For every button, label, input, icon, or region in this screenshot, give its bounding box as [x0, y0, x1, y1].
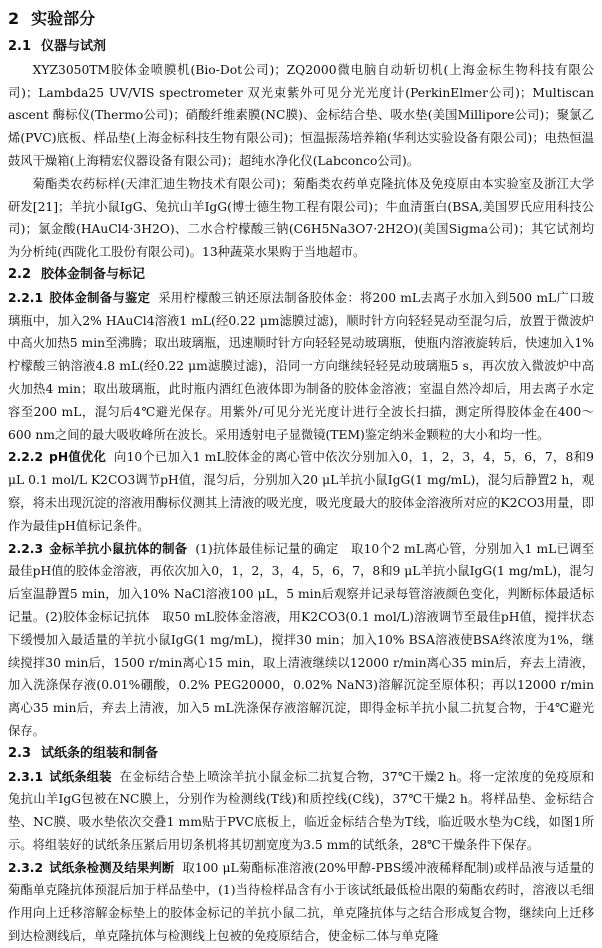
subsubsection-heading-2-2-3: 2.2.3 金标羊抗小鼠抗体的制备 [8, 541, 188, 556]
subsubsection-heading-2-3-2: 2.3.2 试纸条检测及结果判断 [8, 860, 175, 875]
paragraph-2-3-2: 2.3.2 试纸条检测及结果判断 取100 μL菊酯标准溶液(20%甲醇-PBS缓冲液稀释配制)或样品液与适量的菊酯单克隆抗体预混后加于样品垫中，(1)当待检样品含有小于该试纸最低检出限的菊酯农药时，溶液以毛细作用向上迁移溶解金标垫上的胶体金标记的羊抗小鼠二抗，单克隆抗体与之结合形成复合物，继续向上迁移到达检测线后，单克隆抗体与检测线上包被的免疫原结合，使金标二体与单克隆 [8, 860, 594, 944]
section-title: 实验部分 [31, 9, 96, 28]
paragraph-2-2-1: 2.2.1 胶体金制备与鉴定 采用柠檬酸三钠还原法制备胶体金：将200 mL去离子水加入到500 mL广口玻璃瓶中，加入2% HAuCl4溶液1 mL(经0.22 μm滤膜过滤)，顺时针方向轻轻晃动至混匀后，放置于微波炉中高火加热5 min至沸腾；取出玻璃瓶，迅速顺时针方向轻轻晃动玻璃瓶，使瓶内溶液旋转后，快速加入1%柠檬酸三钠溶液4.8 mL(经0.22 μm滤膜过滤)，沿同一方向继续轻轻晃动玻璃瓶5 s，再次放入微波炉中高火加热4 min；取出玻璃瓶，此时瓶内酒红色液体即为制备的胶体金溶液；室温自然冷却后，用去离子水定容至200 mL，混匀后4℃避光保存。用紫外/可见分光光度计进行全波长扫描，测定所得胶体金在400～600 nm之间的最大吸收峰所在波长。采用透射电子显微镜(TEM)鉴定纳米金颗粒的大小和均一性。 [8, 290, 594, 442]
subsubsection-heading-2-3-1: 2.3.1 试纸条组装 [8, 769, 112, 784]
subsection-heading-2-3: 2.3 试纸条的组装和制备 [8, 745, 159, 761]
subsubsection-heading-2-2-1: 2.2.1 胶体金制备与鉴定 [8, 290, 151, 305]
subsection-heading-2-1: 2.1 仪器与试剂 [8, 39, 107, 54]
paragraph-instruments: XYZ3050TM胶体金喷膜机(Bio-Dot公司)；ZQ2000微电脑自动斩切机(上海金标生物科技有限公司)；Lambda25 UV/VIS spectrometer 双光束紫外可见分光光度计(PerkinElmer公司)；Multiscan ascent 酶标仪(Thermo公司)；硝酸纤维素膜(NC膜)、金标结合垫、吸水垫(美国Millipore公司)；聚氯乙烯(PVC)底板、样品垫(上海金标科技生物有限公司)；恒温振荡培养箱(华利达实验设备有限公司)；电热恒温鼓风干燥箱(上海精宏仪器设备有限公司)；超纯水净化仪(Labconco公司)。 [8, 62, 594, 168]
paragraph-reagents: 菊酯类农药标样(天津汇迪生物技术有限公司)；菊酯类农药单克隆抗体及免疫原由本实验室及浙江大学研发[21]；羊抗小鼠IgG、兔抗山羊IgG(博士德生物工程有限公司)；牛血清蛋白(BSA,美国罗氏应用科技公司)；氯金酸(HAuCl4·3H2O)、二水合柠檬酸三钠(C6H5Na3O7·2H2O)(美国Sigma公司)；其它试剂均为分析纯(西陇化工股份有限公司)。13种蔬菜水果购于当地超市。 [8, 176, 594, 260]
section-number: 2 [8, 9, 20, 28]
paragraph-2-2-3: 2.2.3 金标羊抗小鼠抗体的制备 (1)抗体最佳标记量的确定 取10个2 mL离心管，分别加入1 mL已调至最佳pH值的胶体金溶液，再依次加入0，1，2，3，4，5，6，7，8和9 μL羊抗小鼠IgG(1 mg/mL)，混匀后室温静置5 min，加入10% NaCl溶液100 μL，5 min后观察并记录每管溶液颜色变化，判断标体最适标记量。(2)胶体金标记抗体 取50 mL胶体金溶液，用K2CO3(0.1 mol/L)溶液调节至最佳pH值，搅拌状态下缓慢加入最适量的羊抗小鼠IgG(1 mg/mL)，搅拌30 min；加入10% BSA溶液使BSA终浓度为1%，继续搅拌30 min后，1500 r/min离心15 min，取上清液继续以12000 r/min离心35 min后，弃去上清液，加入洗涤保存液(0.01%硼酸，0.2% PEG20000，0.02% NaN3)溶解沉淀至原体积；再以12000 r/min离心35 min后，弃去上清液，加入5 mL洗涤保存液溶解沉淀，即得金标羊抗小鼠二抗复合物，于4℃避光保存。 [8, 541, 594, 738]
subsubsection-heading-2-2-2: 2.2.2 pH值优化 [8, 450, 107, 465]
section-heading [8, 6, 594, 32]
paragraph-2-2-2: 2.2.2 pH值优化 向10个已加入1 mL胶体金的离心管中依次分别加入0，1，2，3，4，5，6，7，8和9 μL 0.1 mol/L K2CO3调节pH值，混匀后，分别加入20 μL羊抗小鼠IgG(1 mg/mL)，混匀后静置2 h，观察，将未出现沉淀的溶液用酶标仪测其上清液的吸光度，吸光度最大的胶体金溶液所对应的K2CO3用量，即作为最佳pH值标记条件。 [8, 450, 594, 533]
paragraph-2-3-1: 2.3.1 试纸条组装 在金标结合垫上喷涂羊抗小鼠金标二抗复合物，37℃干燥2 h。将一定浓度的免疫原和兔抗山羊IgG包被在NC膜上，分别作为检测线(T线)和质控线(C线)，37℃干燥2 h。将样品垫、金标结合垫、NC膜、吸水垫依次交叠1 mm贴于PVC底板上，临近金标结合垫为T线，临近吸水垫为C线，如图1所示。将组装好的试纸条压紧后用切条机将其切割宽度为3.5 mm的试纸条，28℃干燥条件下保存。 [8, 769, 594, 852]
subsection-heading-2-2: 2.2 胶体金制备与标记 [8, 266, 146, 282]
